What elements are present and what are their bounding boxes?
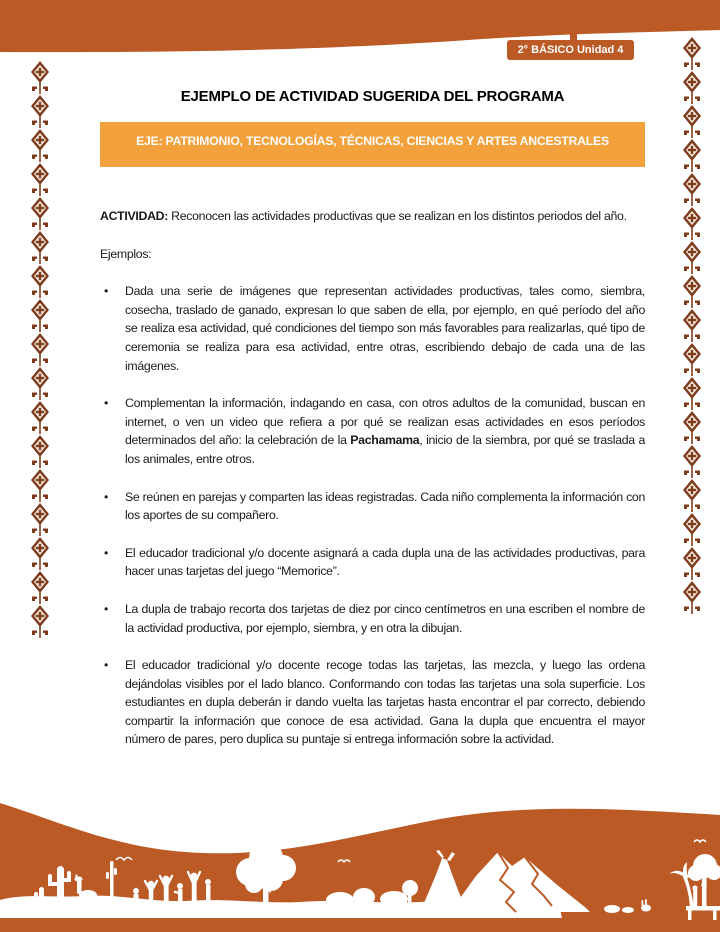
activity-label: ACTIVIDAD: (100, 209, 169, 223)
activity-text: Reconocen las actividades productivas que se realizan en los distintos periodos del año. (168, 209, 627, 223)
bullet-item: • Se reúnen en parejas y comparten las ideas registradas. Cada niño complementa la información con los aportes de su compañero. (100, 488, 645, 525)
examples-label: Ejemplos: (100, 246, 152, 261)
right-textile-border (682, 36, 702, 614)
footer-illustration (0, 800, 720, 932)
eje-banner (100, 122, 645, 167)
bullet-item: • El educador tradicional y/o docente asignará a cada dupla una de las actividades productivas, para hacer unas tarjetas del juego “Memorice”. (100, 544, 645, 581)
page-title: EJEMPLO DE ACTIVIDAD SUGERIDA DEL PROGRAMA (180, 88, 565, 105)
bullet-item: • Dada una serie de imágenes que representan actividades productivas, tales como, siembra, cosecha, traslado de ganado, expresan lo que saben de ella, por ejemplo, en qué período del año se realiza esa actividad, qué condiciones del tiempo son más favorables para realizarlas, qué tipo de ceremonia se realiza para esa actividad, entre otras, escribiendo debajo de cada una de las imágenes. (100, 282, 645, 375)
bullet-item: • Complementan la información, indagando en casa, con otros adultos de la comunidad, buscan en internet, o ven un video que refiera a por qué se realizan esas actividades en esos períodos determinados del año: la celebración de la Pachamama, inicio de la siembra, por qué se traslada a los animales, entre otros. (100, 394, 645, 468)
bullet-list (100, 282, 645, 749)
unit-badge-label: 2° BÁSICO Unidad 4 (517, 44, 624, 56)
bullet-item: • El educador tradicional y/o docente recoge todas las tarjetas, las mezcla, y luego las ordena dejándolas visibles por el lado blanco. Conformando con todas las tarjetas una sola superficie. Los estudiantes en dupla deberán ir dando vuelta las tarjetas hasta encontrar el par correcto, debiendo compartir la información que conoce de esa actividad. Gana la dupla que encuentra el mayor número de pares, pero duplica su puntaje si entrega información sobre la actividad. (100, 656, 645, 749)
eje-banner-label: EJE: PATRIMONIO, TECNOLOGÍAS, TÉCNICAS, CIENCIAS Y ARTES ANCESTRALES (136, 133, 609, 148)
activity-line (100, 207, 645, 226)
document-content (100, 88, 645, 768)
unit-badge (507, 40, 634, 60)
bullet-item: • La dupla de trabajo recorta dos tarjetas de diez por cinco centímetros en una escriben el nombre de la actividad productiva, por ejemplo, siembra, y en otra la dibujan. (100, 600, 645, 637)
left-textile-border (30, 60, 50, 638)
